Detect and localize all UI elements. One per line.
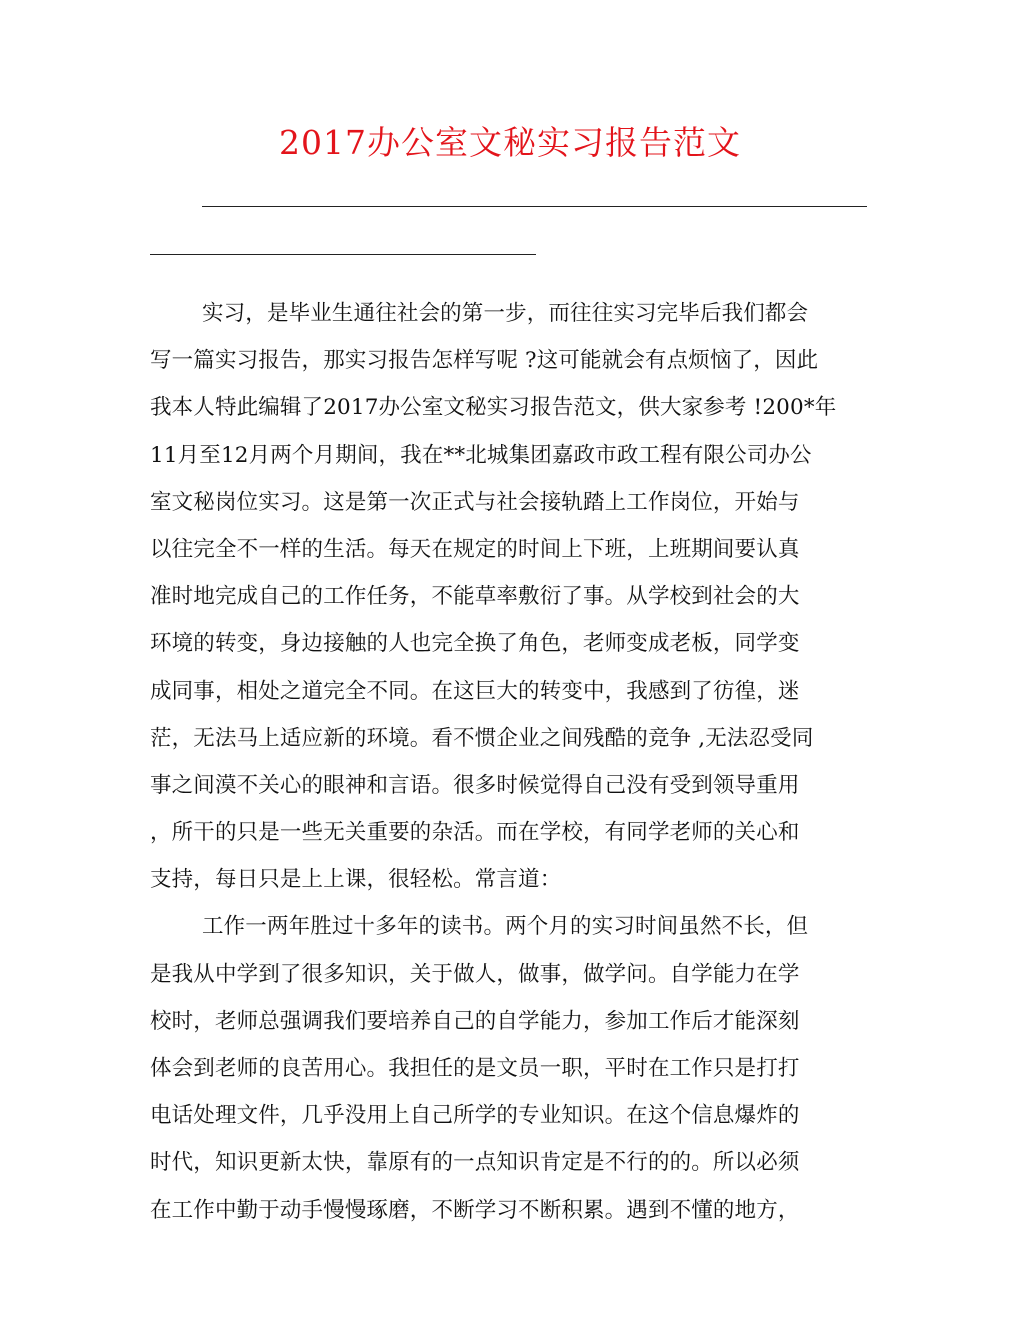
body-line: 事之间漠不关心的眼神和言语。很多时候觉得自己没有受到领导重用: [150, 772, 800, 798]
body-line: 环境的转变，身边接触的人也完全换了角色，老师变成老板，同学变: [150, 631, 800, 657]
body-line: 以往完全不一样的生活。每天在规定的时间上下班，上班期间要认真: [150, 536, 800, 562]
body-line: 在工作中勤于动手慢慢琢磨，不断学习不断积累。遇到不懂的地方，: [150, 1197, 800, 1223]
body-line: 电话处理文件，几乎没用上自己所学的专业知识。在这个信息爆炸的: [150, 1103, 800, 1129]
underline-rule-2: [150, 254, 536, 255]
body-line: 实习，是毕业生通往社会的第一步，而往往实习完毕后我们都会: [202, 301, 809, 326]
body-text: [150, 290, 870, 1234]
document-title: 2017办公室文秘实习报告范文: [279, 123, 741, 162]
body-line: 11月至12月两个月期间，我在**北城集团嘉政市政工程有限公司办公: [150, 442, 812, 468]
body-line: 工作一两年胜过十多年的读书。两个月的实习时间虽然不长，但: [202, 914, 809, 940]
body-line: 校时，老师总强调我们要培养自己的自学能力，参加工作后才能深刻: [150, 1008, 800, 1034]
underline-rule-1: [202, 206, 867, 207]
body-line: 写一篇实习报告，那实习报告怎样写呢 ?这可能就会有点烦恼了，因此: [150, 348, 819, 374]
body-line: 支持，每日只是上上课，很轻松。常言道：: [150, 867, 562, 893]
body-line: 茫，无法马上适应新的环境。看不惯企业之间残酷的竞争 ,无法忍受同: [150, 725, 814, 751]
body-line: ，所干的只是一些无关重要的杂活。而在学校，有同学老师的关心和: [150, 820, 800, 846]
body-line: 我本人特此编辑了2017办公室文秘实习报告范文，供大家参考 !200*年: [150, 395, 837, 421]
body-line: 是我从中学到了很多知识，关于做人，做事，做学问。自学能力在学: [150, 961, 800, 987]
body-line: 准时地完成自己的工作任务，不能草率敷衍了事。从学校到社会的大: [150, 584, 800, 610]
body-line: 室文秘岗位实习。这是第一次正式与社会接轨踏上工作岗位，开始与: [150, 489, 800, 515]
body-line: 时代，知识更新太快，靠原有的一点知识肯定是不行的的。所以必须: [150, 1150, 800, 1176]
body-line: 成同事，相处之道完全不同。在这巨大的转变中，我感到了彷徨，迷: [150, 678, 800, 704]
body-line: 体会到老师的良苦用心。我担任的是文员一职，平时在工作只是打打: [150, 1056, 800, 1081]
